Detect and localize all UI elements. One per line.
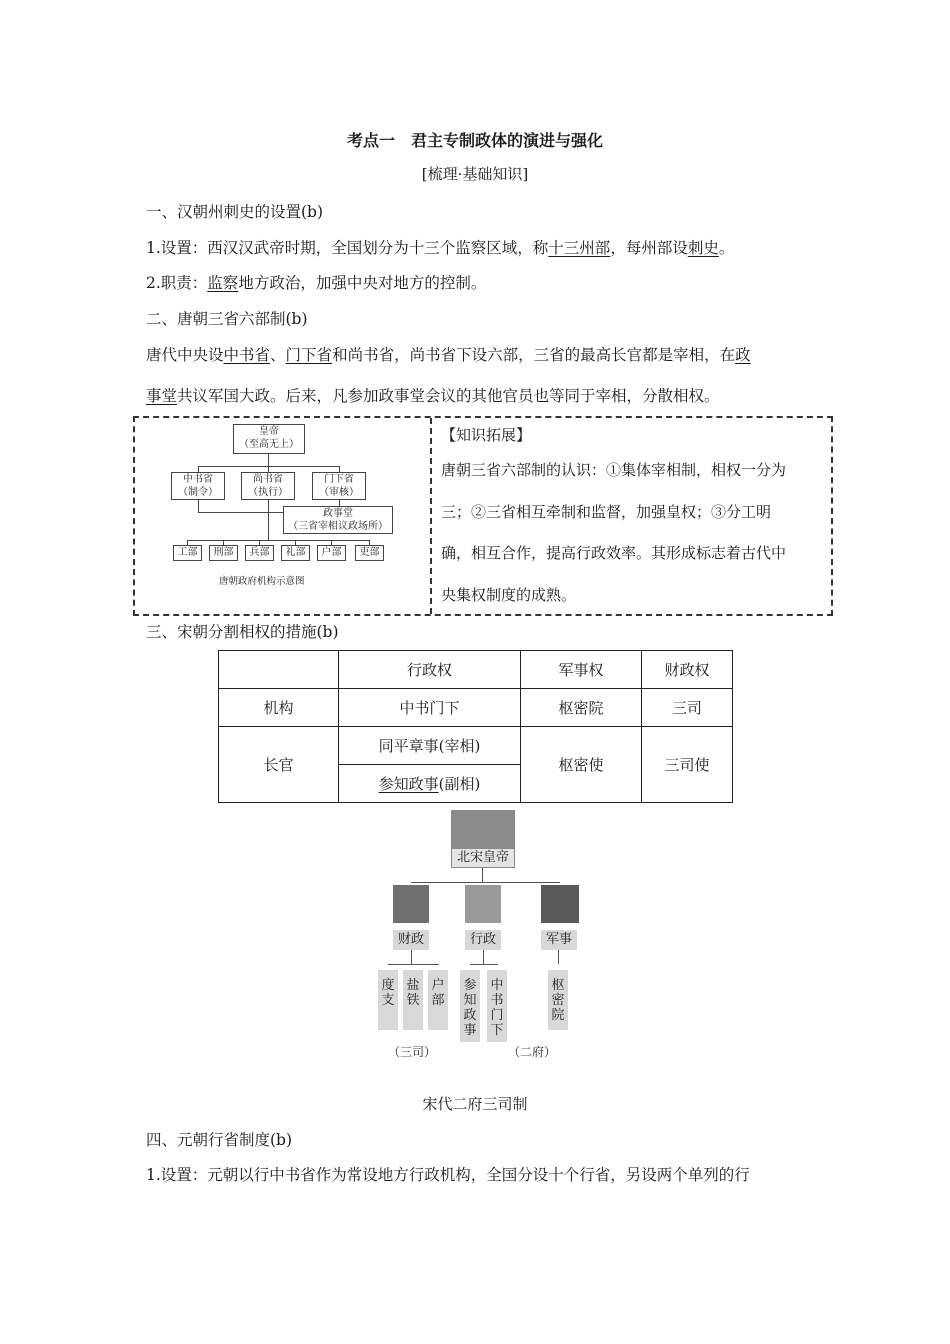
- text-run: 唐代中央设: [146, 346, 224, 364]
- node-menxia: [312, 472, 366, 500]
- connector: [411, 950, 412, 964]
- section-heading-yuan: 四、元朝行省制度(b): [146, 1131, 293, 1149]
- table-cell: 中书门下: [339, 689, 521, 727]
- node-label: 尚书省: [253, 474, 283, 485]
- extension-line: 唐朝三省六部制的认识：①集体宰相制，相权一分为: [441, 461, 787, 479]
- text-run: 。: [718, 239, 735, 257]
- connector: [198, 466, 340, 467]
- node-label: 皇帝: [259, 426, 279, 437]
- text-run: 、: [270, 346, 286, 364]
- connector: [187, 540, 370, 541]
- section-heading-tang: 二、唐朝三省六部制(b): [146, 310, 308, 328]
- text-run: 共议军国大政。后来，凡参加政事堂会议的其他官员也等同于宰相，分散相权。: [177, 387, 720, 405]
- underlined-term: 事堂: [146, 387, 178, 405]
- node-sublabel: （审核）: [319, 487, 359, 498]
- section-subtitle: [梳理·基础知识]: [421, 165, 529, 183]
- text-run: ，每州部设: [610, 239, 688, 257]
- caption-erfu: （二府）: [508, 1045, 557, 1059]
- node-zhengshitang: [283, 506, 393, 534]
- node-label: 门下省: [324, 474, 354, 485]
- leaf-shumiyuan: 枢密院: [548, 970, 568, 1030]
- text-run: (副相): [438, 775, 481, 793]
- section-heading-song: 三、宋朝分割相权的措施(b): [146, 623, 339, 641]
- extension-line: 确，相互合作，提高行政效率。其形成标志着古代中: [441, 544, 787, 562]
- node-ministry: 工部: [173, 545, 202, 561]
- node-shangshu: [241, 472, 295, 500]
- emperor-label: 北宋皇帝: [451, 848, 515, 868]
- underlined-term: 中书省: [223, 346, 271, 364]
- connector: [483, 950, 484, 964]
- official-portrait: [541, 885, 579, 923]
- table-cell: 机构: [219, 689, 339, 727]
- node-ministry: 礼部: [281, 545, 310, 561]
- underlined-term: 十三州部: [548, 239, 611, 257]
- node-zhongshu: [171, 472, 225, 500]
- paragraph-tang-line2: [146, 384, 720, 406]
- section-heading-han: 一、汉朝州刺史的设置(b): [146, 203, 324, 221]
- connector: [388, 964, 439, 965]
- official-portrait: [393, 885, 429, 923]
- connector: [470, 964, 498, 965]
- table-cell: [339, 765, 521, 803]
- table-cell: 三司: [642, 689, 733, 727]
- table-cell: 长官: [219, 727, 339, 803]
- node-emperor: [233, 424, 305, 454]
- table-cell: [219, 651, 339, 689]
- node-ministry: 刑部: [209, 545, 238, 561]
- official-portrait: [465, 885, 501, 923]
- connector: [268, 454, 269, 466]
- text-run: 1.设置：西汉汉武帝时期，全国划分为十三个监察区域，称: [146, 239, 549, 257]
- connector: [482, 868, 483, 882]
- underlined-term: 刺史: [687, 239, 719, 257]
- table-header: 财政权: [642, 651, 733, 689]
- song-power-table: [218, 650, 733, 803]
- node-label: 中书省: [183, 474, 213, 485]
- node-sublabel: （制令）: [178, 487, 218, 498]
- underlined-term: 参知政事: [378, 775, 439, 793]
- connector: [198, 500, 199, 512]
- diagram-caption: 唐朝政府机构示意图: [219, 576, 305, 587]
- node-ministry: 吏部: [355, 545, 384, 561]
- table-cell: 枢密使: [521, 727, 642, 803]
- leaf-duzhi: 度支: [378, 970, 398, 1030]
- text-run: 2.职责：: [146, 274, 208, 292]
- text-run: 地方政治，加强中央对地方的控制。: [238, 274, 487, 292]
- box-divider: [430, 418, 432, 614]
- extension-line: 央集权制度的成熟。: [441, 585, 577, 604]
- knowledge-extension: [441, 424, 826, 616]
- leaf-zhongshumenxia: 中书门下: [487, 970, 507, 1042]
- paragraph-yuan-setup: 1.设置：元朝以行中书省作为常设地方行政机构，全国分设十个行省，另设两个单列的行: [146, 1166, 750, 1184]
- caption-sansi: （三司）: [388, 1045, 437, 1059]
- node-ministry: 兵部: [245, 545, 274, 561]
- underlined-term: 监察: [207, 274, 239, 292]
- table-row: [219, 727, 733, 765]
- underlined-term: 门下省: [285, 346, 333, 364]
- underlined-term: 政: [735, 346, 751, 364]
- figure-caption: 宋代二府三司制: [422, 1095, 528, 1113]
- table-cell: 三司使: [642, 727, 733, 803]
- admin-label: 行政: [465, 930, 501, 950]
- connector: [268, 500, 269, 540]
- connector: [558, 950, 559, 964]
- finance-label: 财政: [393, 930, 429, 950]
- paragraph-han-setup: [146, 236, 734, 258]
- leaf-canzhizhengshi: 参知政事: [460, 970, 480, 1042]
- table-cell: 枢密院: [521, 689, 642, 727]
- extension-line: 三；②三省相互牵制和监督，加强皇权；③分工明: [441, 502, 772, 521]
- leaf-hubu: 户部: [428, 970, 448, 1030]
- table-row: [219, 651, 733, 689]
- table-header: 军事权: [521, 651, 642, 689]
- leaf-yantie: 盐铁: [403, 970, 423, 1030]
- extension-heading: 【知识拓展】: [441, 426, 532, 444]
- table-row: [219, 689, 733, 727]
- text-run: 和尚书省，尚书省下设六部，三省的最高长官都是宰相，在: [332, 346, 736, 364]
- node-sublabel: （执行）: [248, 487, 288, 498]
- military-label: 军事: [541, 930, 577, 950]
- node-sublabel: （三省宰相议政场所）: [288, 521, 388, 532]
- node-label: 政事堂: [323, 508, 353, 519]
- connector: [411, 882, 560, 883]
- paragraph-tang-line1: [146, 343, 751, 365]
- page-title: 考点一 君主专制政体的演进与强化: [346, 131, 603, 150]
- paragraph-han-duty: [146, 271, 486, 293]
- knowledge-box: [133, 416, 833, 616]
- node-sublabel: （至高无上）: [239, 439, 299, 450]
- table-header: 行政权: [339, 651, 521, 689]
- node-ministry: 户部: [317, 545, 346, 561]
- table-cell: 同平章事(宰相): [339, 727, 521, 765]
